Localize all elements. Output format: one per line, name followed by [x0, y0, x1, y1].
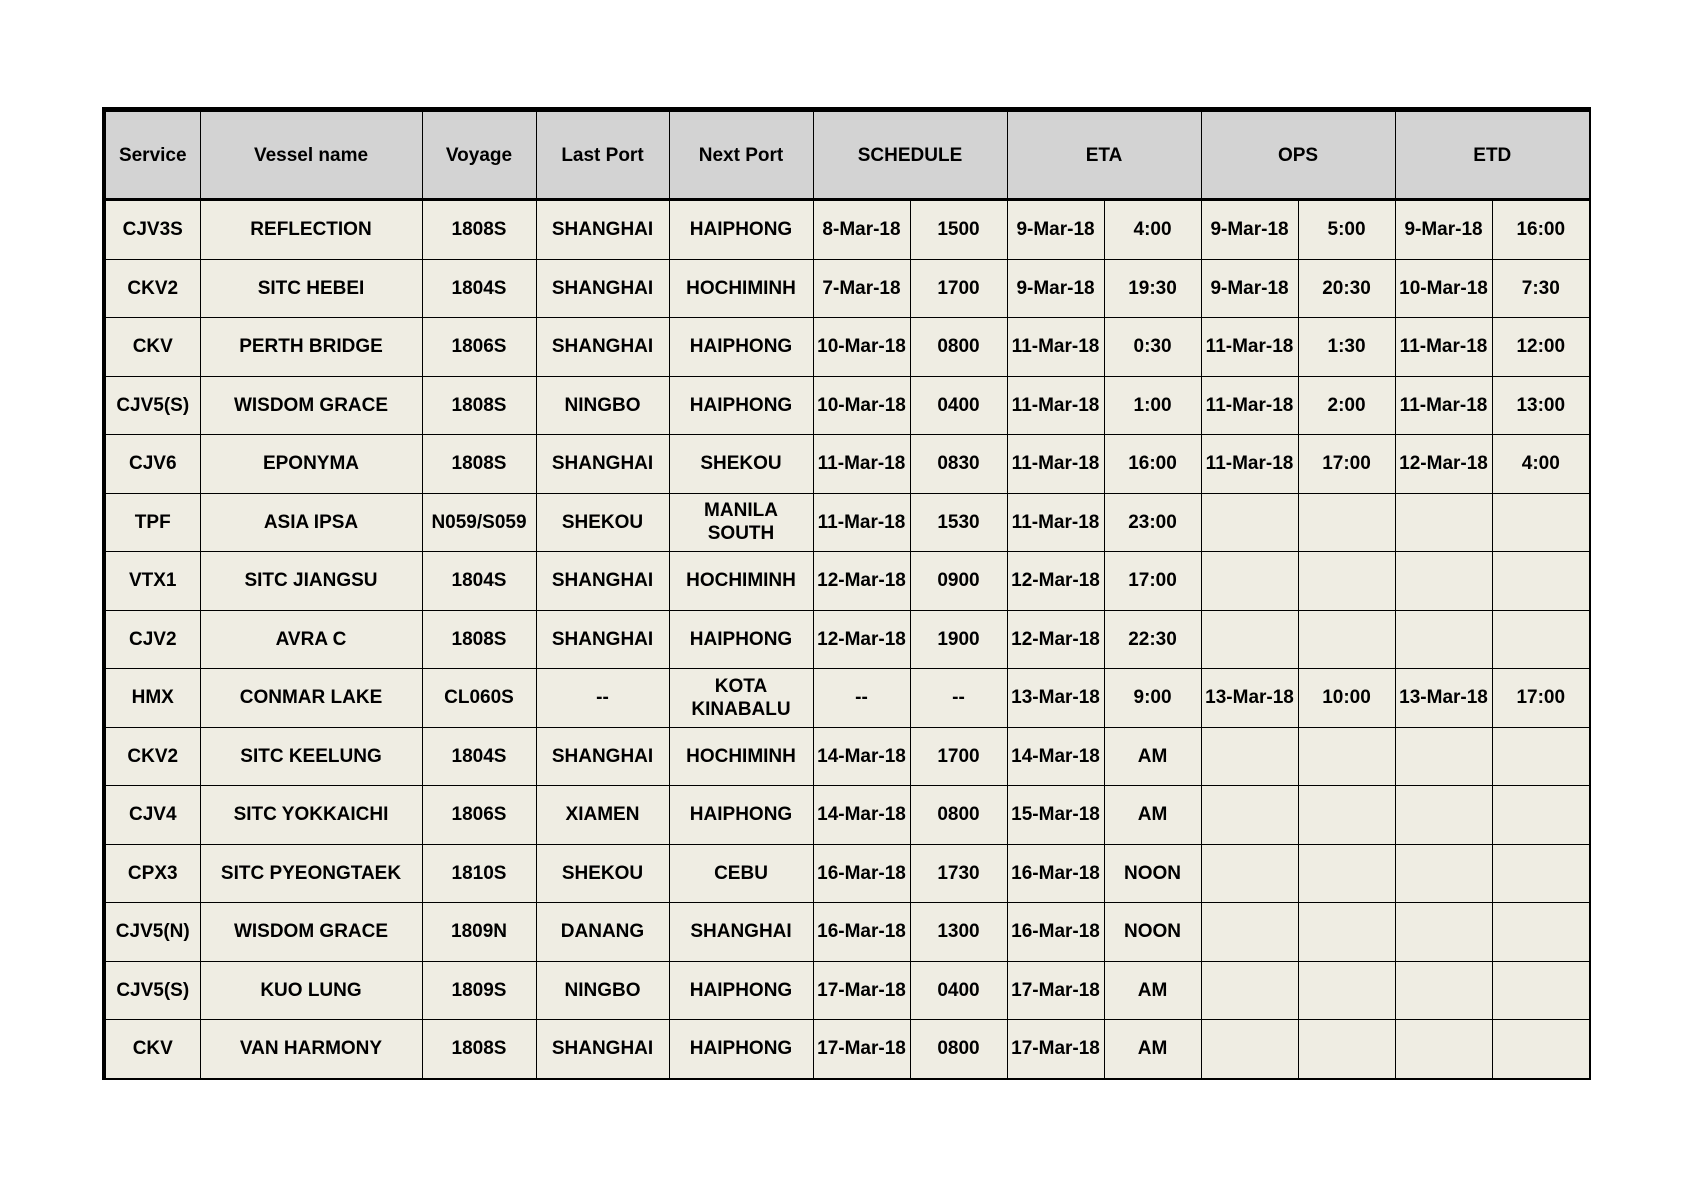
table-row: [104, 669, 1590, 728]
service-cell: CKV2: [104, 727, 200, 786]
service-cell: HMX: [104, 669, 200, 728]
header-row: [104, 110, 1590, 200]
schedule-time-cell: 1530: [910, 493, 1007, 552]
vessel-name-cell: SITC HEBEI: [200, 259, 422, 318]
ops-time-cell: [1298, 786, 1395, 845]
etd-date-cell: 9-Mar-18: [1395, 200, 1492, 260]
service-cell: CKV: [104, 1020, 200, 1079]
eta-time-cell: 19:30: [1104, 259, 1201, 318]
ops-date-cell: 11-Mar-18: [1201, 376, 1298, 435]
table-row: [104, 903, 1590, 962]
service-cell: CKV: [104, 318, 200, 377]
vessel-name-cell: EPONYMA: [200, 435, 422, 494]
etd-time-cell: 17:00: [1492, 669, 1590, 728]
header-service: Service: [104, 110, 200, 200]
table-row: [104, 727, 1590, 786]
next-port-cell: HAIPHONG: [669, 376, 813, 435]
vessel-name-cell: KUO LUNG: [200, 961, 422, 1020]
vessel-name-cell: WISDOM GRACE: [200, 376, 422, 435]
etd-date-cell: 11-Mar-18: [1395, 318, 1492, 377]
ops-date-cell: [1201, 844, 1298, 903]
schedule-date-cell: 7-Mar-18: [813, 259, 910, 318]
eta-time-cell: AM: [1104, 727, 1201, 786]
vessel-name-cell: SITC PYEONGTAEK: [200, 844, 422, 903]
eta-time-cell: 22:30: [1104, 610, 1201, 669]
vessel-name-cell: WISDOM GRACE: [200, 903, 422, 962]
next-port-cell: MANILA SOUTH: [669, 493, 813, 552]
voyage-cell: CL060S: [422, 669, 536, 728]
next-port-cell: HAIPHONG: [669, 200, 813, 260]
next-port-cell: HOCHIMINH: [669, 552, 813, 611]
ops-date-cell: 9-Mar-18: [1201, 200, 1298, 260]
eta-time-cell: NOON: [1104, 903, 1201, 962]
eta-time-cell: 0:30: [1104, 318, 1201, 377]
etd-time-cell: [1492, 727, 1590, 786]
eta-time-cell: AM: [1104, 961, 1201, 1020]
ops-time-cell: 5:00: [1298, 200, 1395, 260]
etd-date-cell: 11-Mar-18: [1395, 376, 1492, 435]
schedule-date-cell: 11-Mar-18: [813, 435, 910, 494]
voyage-cell: 1810S: [422, 844, 536, 903]
schedule-time-cell: 1700: [910, 727, 1007, 786]
voyage-cell: 1809N: [422, 903, 536, 962]
table-row: [104, 552, 1590, 611]
voyage-cell: 1806S: [422, 786, 536, 845]
schedule-time-cell: 1300: [910, 903, 1007, 962]
etd-time-cell: [1492, 786, 1590, 845]
header-ops: OPS: [1201, 110, 1395, 200]
last-port-cell: SHANGHAI: [536, 552, 669, 611]
etd-time-cell: [1492, 903, 1590, 962]
next-port-cell: HAIPHONG: [669, 786, 813, 845]
vessel-name-cell: REFLECTION: [200, 200, 422, 260]
service-cell: CJV5(N): [104, 903, 200, 962]
ops-date-cell: [1201, 610, 1298, 669]
schedule-time-cell: 1730: [910, 844, 1007, 903]
schedule-date-cell: 12-Mar-18: [813, 610, 910, 669]
ops-date-cell: [1201, 786, 1298, 845]
eta-time-cell: 17:00: [1104, 552, 1201, 611]
etd-date-cell: [1395, 552, 1492, 611]
eta-date-cell: 14-Mar-18: [1007, 727, 1104, 786]
last-port-cell: SHEKOU: [536, 493, 669, 552]
eta-time-cell: 4:00: [1104, 200, 1201, 260]
schedule-time-cell: 0800: [910, 318, 1007, 377]
service-cell: VTX1: [104, 552, 200, 611]
eta-date-cell: 11-Mar-18: [1007, 435, 1104, 494]
service-cell: CPX3: [104, 844, 200, 903]
last-port-cell: SHANGHAI: [536, 610, 669, 669]
etd-time-cell: [1492, 610, 1590, 669]
etd-date-cell: 12-Mar-18: [1395, 435, 1492, 494]
schedule-date-cell: 14-Mar-18: [813, 727, 910, 786]
schedule-date-cell: 17-Mar-18: [813, 961, 910, 1020]
etd-date-cell: [1395, 786, 1492, 845]
last-port-cell: SHEKOU: [536, 844, 669, 903]
table-row: [104, 435, 1590, 494]
last-port-cell: SHANGHAI: [536, 259, 669, 318]
schedule-date-cell: 17-Mar-18: [813, 1020, 910, 1079]
etd-date-cell: [1395, 493, 1492, 552]
voyage-cell: 1804S: [422, 552, 536, 611]
header-voyage: Voyage: [422, 110, 536, 200]
etd-date-cell: 10-Mar-18: [1395, 259, 1492, 318]
voyage-cell: 1808S: [422, 200, 536, 260]
next-port-cell: CEBU: [669, 844, 813, 903]
etd-date-cell: [1395, 844, 1492, 903]
next-port-cell: SHEKOU: [669, 435, 813, 494]
etd-date-cell: 13-Mar-18: [1395, 669, 1492, 728]
header-last-port: Last Port: [536, 110, 669, 200]
vessel-name-cell: SITC KEELUNG: [200, 727, 422, 786]
last-port-cell: NINGBO: [536, 376, 669, 435]
header-schedule: SCHEDULE: [813, 110, 1007, 200]
voyage-cell: 1804S: [422, 727, 536, 786]
table-row: [104, 259, 1590, 318]
ops-time-cell: 1:30: [1298, 318, 1395, 377]
ops-date-cell: [1201, 552, 1298, 611]
ops-date-cell: 13-Mar-18: [1201, 669, 1298, 728]
service-cell: CJV5(S): [104, 376, 200, 435]
schedule-time-cell: 1900: [910, 610, 1007, 669]
service-cell: TPF: [104, 493, 200, 552]
last-port-cell: SHANGHAI: [536, 1020, 669, 1079]
etd-time-cell: [1492, 961, 1590, 1020]
schedule-date-cell: 10-Mar-18: [813, 376, 910, 435]
voyage-cell: 1808S: [422, 1020, 536, 1079]
ops-time-cell: [1298, 844, 1395, 903]
eta-date-cell: 11-Mar-18: [1007, 376, 1104, 435]
voyage-cell: 1809S: [422, 961, 536, 1020]
vessel-name-cell: CONMAR LAKE: [200, 669, 422, 728]
last-port-cell: DANANG: [536, 903, 669, 962]
schedule-date-cell: --: [813, 669, 910, 728]
service-cell: CJV4: [104, 786, 200, 845]
ops-date-cell: [1201, 961, 1298, 1020]
last-port-cell: SHANGHAI: [536, 435, 669, 494]
eta-date-cell: 16-Mar-18: [1007, 903, 1104, 962]
eta-time-cell: 16:00: [1104, 435, 1201, 494]
schedule-time-cell: 1500: [910, 200, 1007, 260]
ops-time-cell: [1298, 493, 1395, 552]
schedule-time-cell: 0830: [910, 435, 1007, 494]
etd-time-cell: 13:00: [1492, 376, 1590, 435]
table-row: [104, 961, 1590, 1020]
eta-date-cell: 17-Mar-18: [1007, 1020, 1104, 1079]
vessel-name-cell: SITC YOKKAICHI: [200, 786, 422, 845]
next-port-cell: HAIPHONG: [669, 961, 813, 1020]
next-port-cell: HAIPHONG: [669, 610, 813, 669]
last-port-cell: SHANGHAI: [536, 318, 669, 377]
eta-time-cell: AM: [1104, 786, 1201, 845]
schedule-body: [104, 200, 1590, 1079]
schedule-time-cell: 0800: [910, 1020, 1007, 1079]
vessel-name-cell: PERTH BRIDGE: [200, 318, 422, 377]
ops-time-cell: 20:30: [1298, 259, 1395, 318]
schedule-date-cell: 10-Mar-18: [813, 318, 910, 377]
ops-date-cell: 11-Mar-18: [1201, 435, 1298, 494]
table-row: [104, 376, 1590, 435]
eta-time-cell: 1:00: [1104, 376, 1201, 435]
schedule-date-cell: 12-Mar-18: [813, 552, 910, 611]
vessel-name-cell: SITC JIANGSU: [200, 552, 422, 611]
last-port-cell: XIAMEN: [536, 786, 669, 845]
schedule-date-cell: 14-Mar-18: [813, 786, 910, 845]
table-row: [104, 786, 1590, 845]
last-port-cell: --: [536, 669, 669, 728]
next-port-cell: KOTA KINABALU: [669, 669, 813, 728]
ops-time-cell: [1298, 903, 1395, 962]
ops-time-cell: 17:00: [1298, 435, 1395, 494]
last-port-cell: SHANGHAI: [536, 200, 669, 260]
ops-time-cell: [1298, 552, 1395, 611]
eta-date-cell: 9-Mar-18: [1007, 200, 1104, 260]
ops-time-cell: [1298, 961, 1395, 1020]
eta-time-cell: NOON: [1104, 844, 1201, 903]
next-port-cell: SHANGHAI: [669, 903, 813, 962]
ops-date-cell: [1201, 493, 1298, 552]
etd-time-cell: [1492, 844, 1590, 903]
table-row: [104, 610, 1590, 669]
etd-time-cell: 4:00: [1492, 435, 1590, 494]
header-vessel-name: Vessel name: [200, 110, 422, 200]
header-etd: ETD: [1395, 110, 1590, 200]
vessel-name-cell: ASIA IPSA: [200, 493, 422, 552]
ops-date-cell: 9-Mar-18: [1201, 259, 1298, 318]
header-eta: ETA: [1007, 110, 1201, 200]
ops-time-cell: [1298, 727, 1395, 786]
table-row: [104, 1020, 1590, 1079]
service-cell: CJV2: [104, 610, 200, 669]
eta-date-cell: 13-Mar-18: [1007, 669, 1104, 728]
etd-date-cell: [1395, 727, 1492, 786]
voyage-cell: 1808S: [422, 610, 536, 669]
eta-date-cell: 16-Mar-18: [1007, 844, 1104, 903]
schedule-time-cell: 0900: [910, 552, 1007, 611]
vessel-name-cell: VAN HARMONY: [200, 1020, 422, 1079]
voyage-cell: 1808S: [422, 435, 536, 494]
eta-time-cell: AM: [1104, 1020, 1201, 1079]
etd-time-cell: [1492, 493, 1590, 552]
voyage-cell: 1804S: [422, 259, 536, 318]
vessel-schedule-sheet: [102, 107, 1588, 1080]
service-cell: CJV5(S): [104, 961, 200, 1020]
ops-time-cell: 10:00: [1298, 669, 1395, 728]
next-port-cell: HAIPHONG: [669, 1020, 813, 1079]
etd-time-cell: [1492, 552, 1590, 611]
eta-date-cell: 17-Mar-18: [1007, 961, 1104, 1020]
header-next-port: Next Port: [669, 110, 813, 200]
voyage-cell: N059/S059: [422, 493, 536, 552]
voyage-cell: 1806S: [422, 318, 536, 377]
schedule-time-cell: 0800: [910, 786, 1007, 845]
last-port-cell: SHANGHAI: [536, 727, 669, 786]
eta-time-cell: 23:00: [1104, 493, 1201, 552]
schedule-time-cell: 0400: [910, 961, 1007, 1020]
service-cell: CKV2: [104, 259, 200, 318]
last-port-cell: NINGBO: [536, 961, 669, 1020]
service-cell: CJV6: [104, 435, 200, 494]
etd-time-cell: 12:00: [1492, 318, 1590, 377]
vessel-schedule-table: [102, 107, 1591, 1080]
schedule-time-cell: 1700: [910, 259, 1007, 318]
voyage-cell: 1808S: [422, 376, 536, 435]
next-port-cell: HOCHIMINH: [669, 727, 813, 786]
etd-date-cell: [1395, 1020, 1492, 1079]
etd-date-cell: [1395, 961, 1492, 1020]
table-row: [104, 844, 1590, 903]
table-row: [104, 200, 1590, 260]
schedule-time-cell: 0400: [910, 376, 1007, 435]
schedule-date-cell: 11-Mar-18: [813, 493, 910, 552]
next-port-cell: HAIPHONG: [669, 318, 813, 377]
etd-date-cell: [1395, 610, 1492, 669]
table-row: [104, 318, 1590, 377]
ops-time-cell: [1298, 1020, 1395, 1079]
eta-date-cell: 11-Mar-18: [1007, 493, 1104, 552]
etd-time-cell: 7:30: [1492, 259, 1590, 318]
eta-date-cell: 9-Mar-18: [1007, 259, 1104, 318]
service-cell: CJV3S: [104, 200, 200, 260]
schedule-date-cell: 8-Mar-18: [813, 200, 910, 260]
eta-time-cell: 9:00: [1104, 669, 1201, 728]
ops-time-cell: 2:00: [1298, 376, 1395, 435]
schedule-time-cell: --: [910, 669, 1007, 728]
ops-date-cell: [1201, 727, 1298, 786]
table-row: [104, 493, 1590, 552]
next-port-cell: HOCHIMINH: [669, 259, 813, 318]
eta-date-cell: 11-Mar-18: [1007, 318, 1104, 377]
vessel-name-cell: AVRA C: [200, 610, 422, 669]
schedule-date-cell: 16-Mar-18: [813, 844, 910, 903]
eta-date-cell: 12-Mar-18: [1007, 610, 1104, 669]
eta-date-cell: 12-Mar-18: [1007, 552, 1104, 611]
ops-time-cell: [1298, 610, 1395, 669]
schedule-date-cell: 16-Mar-18: [813, 903, 910, 962]
ops-date-cell: [1201, 1020, 1298, 1079]
eta-date-cell: 15-Mar-18: [1007, 786, 1104, 845]
ops-date-cell: [1201, 903, 1298, 962]
etd-time-cell: 16:00: [1492, 200, 1590, 260]
etd-date-cell: [1395, 903, 1492, 962]
ops-date-cell: 11-Mar-18: [1201, 318, 1298, 377]
etd-time-cell: [1492, 1020, 1590, 1079]
